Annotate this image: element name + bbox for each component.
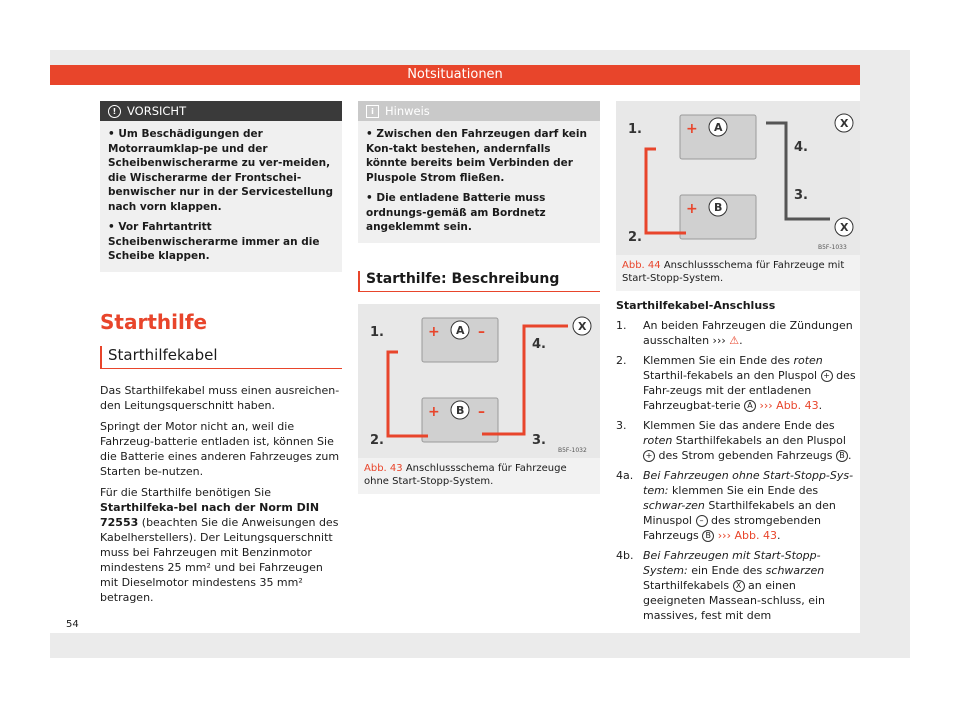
caution-body <box>100 121 342 272</box>
label-1: 1. <box>370 324 384 340</box>
paragraph: Springt der Motor nicht an, weil die Fahrzeug-batterie entladen ist, können Sie die Batterie eines anderen Fahrzeuges zum Starten be-nutzen. <box>100 419 340 478</box>
label-3: 3. <box>794 188 808 203</box>
plus-a: + <box>686 121 698 137</box>
label-2: 2. <box>628 230 642 245</box>
caption-text: Anschlussschema für Fahrzeuge ohne Start-Stopp-System. <box>364 462 567 487</box>
paragraph-text: (beachten Sie die Anweisungen des Kabelherstellers). Der Leitungsquerschnitt muss bei Fahrzeugen mit Benzinmotor mindestens 25 mm² und bei Fahrzeugen mit Dieselmotor mindestens 35 mm² betragen. <box>100 515 339 604</box>
steps-list <box>616 318 860 623</box>
step-text-part: Klemmen Sie das andere Ende des <box>643 419 835 432</box>
step-emphasis: roten <box>643 434 673 447</box>
figure-44 <box>616 101 860 255</box>
step-emphasis: schwar-zen <box>643 499 705 512</box>
label-4: 4. <box>794 140 808 155</box>
caption-label: Abb. 44 <box>622 260 661 271</box>
figure-43 <box>358 304 600 458</box>
step-number: 4b. <box>616 549 634 562</box>
step-number: 2. <box>616 354 627 367</box>
step-text-part: klemmen Sie ein Ende des <box>668 484 819 497</box>
label-x-top: X <box>840 117 849 130</box>
step-text-part: Starthilfekabels <box>643 579 730 592</box>
step-text-part: Starthilfekabels an den Pluspol <box>672 434 846 447</box>
step-text-part: Starthil-fekabels an den Pluspol <box>643 369 818 382</box>
label-4: 4. <box>532 336 546 352</box>
step-3 <box>616 418 860 463</box>
label-1: 1. <box>628 122 642 137</box>
label-3: 3. <box>532 432 546 448</box>
column-middle <box>358 101 600 494</box>
page-header: Notsituationen <box>50 65 860 85</box>
info-icon: i <box>366 105 379 118</box>
black-cable <box>766 123 830 219</box>
plus-pole-symbol: + <box>643 450 655 462</box>
step-text-part: des Fahr-zeugs mit der entladenen Fahrzeugbat-terie <box>643 369 856 412</box>
step-4a <box>616 468 860 543</box>
paragraph-text: Für die Starthilfe benötigen Sie <box>100 485 271 499</box>
note-header <box>358 101 600 121</box>
b-symbol: B <box>836 450 848 462</box>
section2-title: Starthilfe: Beschreibung <box>366 270 560 287</box>
step-emphasis: Bei Fahrzeugen ohne Start-Stopp-Sys-tem: <box>643 469 854 497</box>
figure-code: B5F-1033 <box>818 244 847 251</box>
note-body <box>358 121 600 243</box>
subsection-title: Starthilfekabel <box>108 345 218 364</box>
x-symbol: X <box>733 580 745 592</box>
step-text-part: ein Ende des <box>687 564 766 577</box>
caution-item: • Vor Fahrtantritt Scheibenwischerarme immer an die Scheibe klappen. <box>108 221 320 262</box>
step-text: An beiden Fahrzeugen die Zündungen ausschalten ››› ⚠. <box>643 319 853 347</box>
minus-pole-symbol: – <box>696 515 708 527</box>
caption-label: Abb. 43 <box>364 462 403 474</box>
caution-item: • Um Beschädigungen der Motorraumklap-pe und der Scheibenwischerarme zu ver-meiden, die Wischerarme der Frontschei-benwischer nur in der Servicestellung nach vorn klappen. <box>108 128 334 213</box>
label-a: A <box>714 121 723 134</box>
section-starthilfe <box>100 310 342 369</box>
step-2 <box>616 353 860 413</box>
plus-pole-symbol: + <box>821 370 833 382</box>
paragraph: Das Starthilfekabel muss einen ausreichen-den Leitungsquerschnitt haben. <box>100 383 340 412</box>
figure-code: B5F-1032 <box>558 446 587 454</box>
step-text-part: Starthilfekabels an den Minuspol <box>643 499 836 527</box>
caption-text: Anschlussschema für Fahrzeuge mit Start-Stopp-System. <box>622 260 845 284</box>
label-b: B <box>714 201 723 214</box>
step-number: 3. <box>616 419 627 432</box>
step-text-part: Klemmen Sie ein Ende des <box>643 354 794 367</box>
plus-b: + <box>686 201 698 217</box>
label-x-bottom: X <box>840 221 849 234</box>
paragraph-bold: Starthilfeka-bel nach der Norm DIN 72553 <box>100 500 320 529</box>
step-text: Bei Fahrzeugen ohne Start-Stopp-Sys-tem: klemmen Sie ein Ende des schwar-zen Starthilfekabels an den Minuspol – des stromgebenden Fahrzeugs B ››› Abb. 43. <box>643 469 854 542</box>
section-title: Starthilfe <box>100 309 208 334</box>
minus-a: – <box>478 323 485 340</box>
jump-start-diagram <box>358 304 600 458</box>
b-symbol: B <box>702 530 714 542</box>
warning-circle-icon: ! <box>108 105 121 118</box>
column-left <box>100 101 342 611</box>
step-text-part: An beiden Fahrzeugen die Zündungen ausschalten ››› <box>643 319 853 347</box>
step-text-part: an einen geeigneten Massean-schluss, ein massives, fest mit dem <box>643 579 826 622</box>
step-emphasis: schwarzen <box>765 564 825 577</box>
step-emphasis: Bei Fahrzeugen mit Start-Stopp-System: <box>643 549 821 577</box>
body-text <box>100 383 342 605</box>
note-box <box>358 101 600 243</box>
a-symbol: A <box>744 400 756 412</box>
plus-b: + <box>428 403 440 420</box>
step-1 <box>616 318 860 348</box>
warning-triangle-icon: ⚠ <box>729 334 740 347</box>
page-number: 54 <box>66 619 79 630</box>
step-text: Klemmen Sie das andere Ende des roten Starthilfekabels an den Pluspol + des Strom gebenden Fahrzeugs B . <box>643 419 852 462</box>
figure-reference[interactable]: ››› Abb. 43 <box>717 529 777 542</box>
caution-title: VORSICHT <box>127 104 187 118</box>
step-text: Klemmen Sie ein Ende des roten Starthil-fekabels an den Pluspol + des Fahr-zeugs mit der entladenen Fahrzeugbat-terie A ››› Abb. 43. <box>643 354 856 412</box>
column-right <box>616 101 860 628</box>
step-text <box>643 548 860 623</box>
figure-reference[interactable]: ››› Abb. 43 <box>759 399 819 412</box>
section2-heading <box>358 271 600 292</box>
caution-header <box>100 101 342 121</box>
jump-start-diagram-start-stop <box>616 101 860 255</box>
plus-a: + <box>428 323 440 340</box>
note-title: Hinweis <box>385 104 430 118</box>
minus-b: – <box>478 403 485 420</box>
subsection-heading <box>100 346 342 369</box>
step-number: 4a. <box>616 469 634 482</box>
label-x: X <box>578 319 587 333</box>
step-4b <box>616 548 860 623</box>
step-text-part: des Strom gebenden Fahrzeugs <box>655 449 833 462</box>
step-emphasis: roten <box>793 354 823 367</box>
steps-title: Starthilfekabel-Anschluss <box>616 299 776 312</box>
label-b: B <box>456 403 465 417</box>
step-number: 1. <box>616 319 627 332</box>
page-content <box>50 85 860 633</box>
label-2: 2. <box>370 432 384 448</box>
paragraph <box>100 485 342 605</box>
figure-43-caption <box>358 458 600 494</box>
step-text-part: des stromgebenden Fahrzeugs <box>643 514 821 542</box>
caution-box <box>100 101 342 272</box>
note-item: • Die entladene Batterie muss ordnungs-gemäß am Bordnetz angeklemmt sein. <box>366 192 546 233</box>
label-a: A <box>456 323 465 337</box>
figure-44-caption <box>616 255 860 291</box>
note-item: • Zwischen den Fahrzeugen darf kein Kon-takt bestehen, andernfalls könnte bereits beim Verbinden der Pluspole Strom fließen. <box>366 128 587 184</box>
